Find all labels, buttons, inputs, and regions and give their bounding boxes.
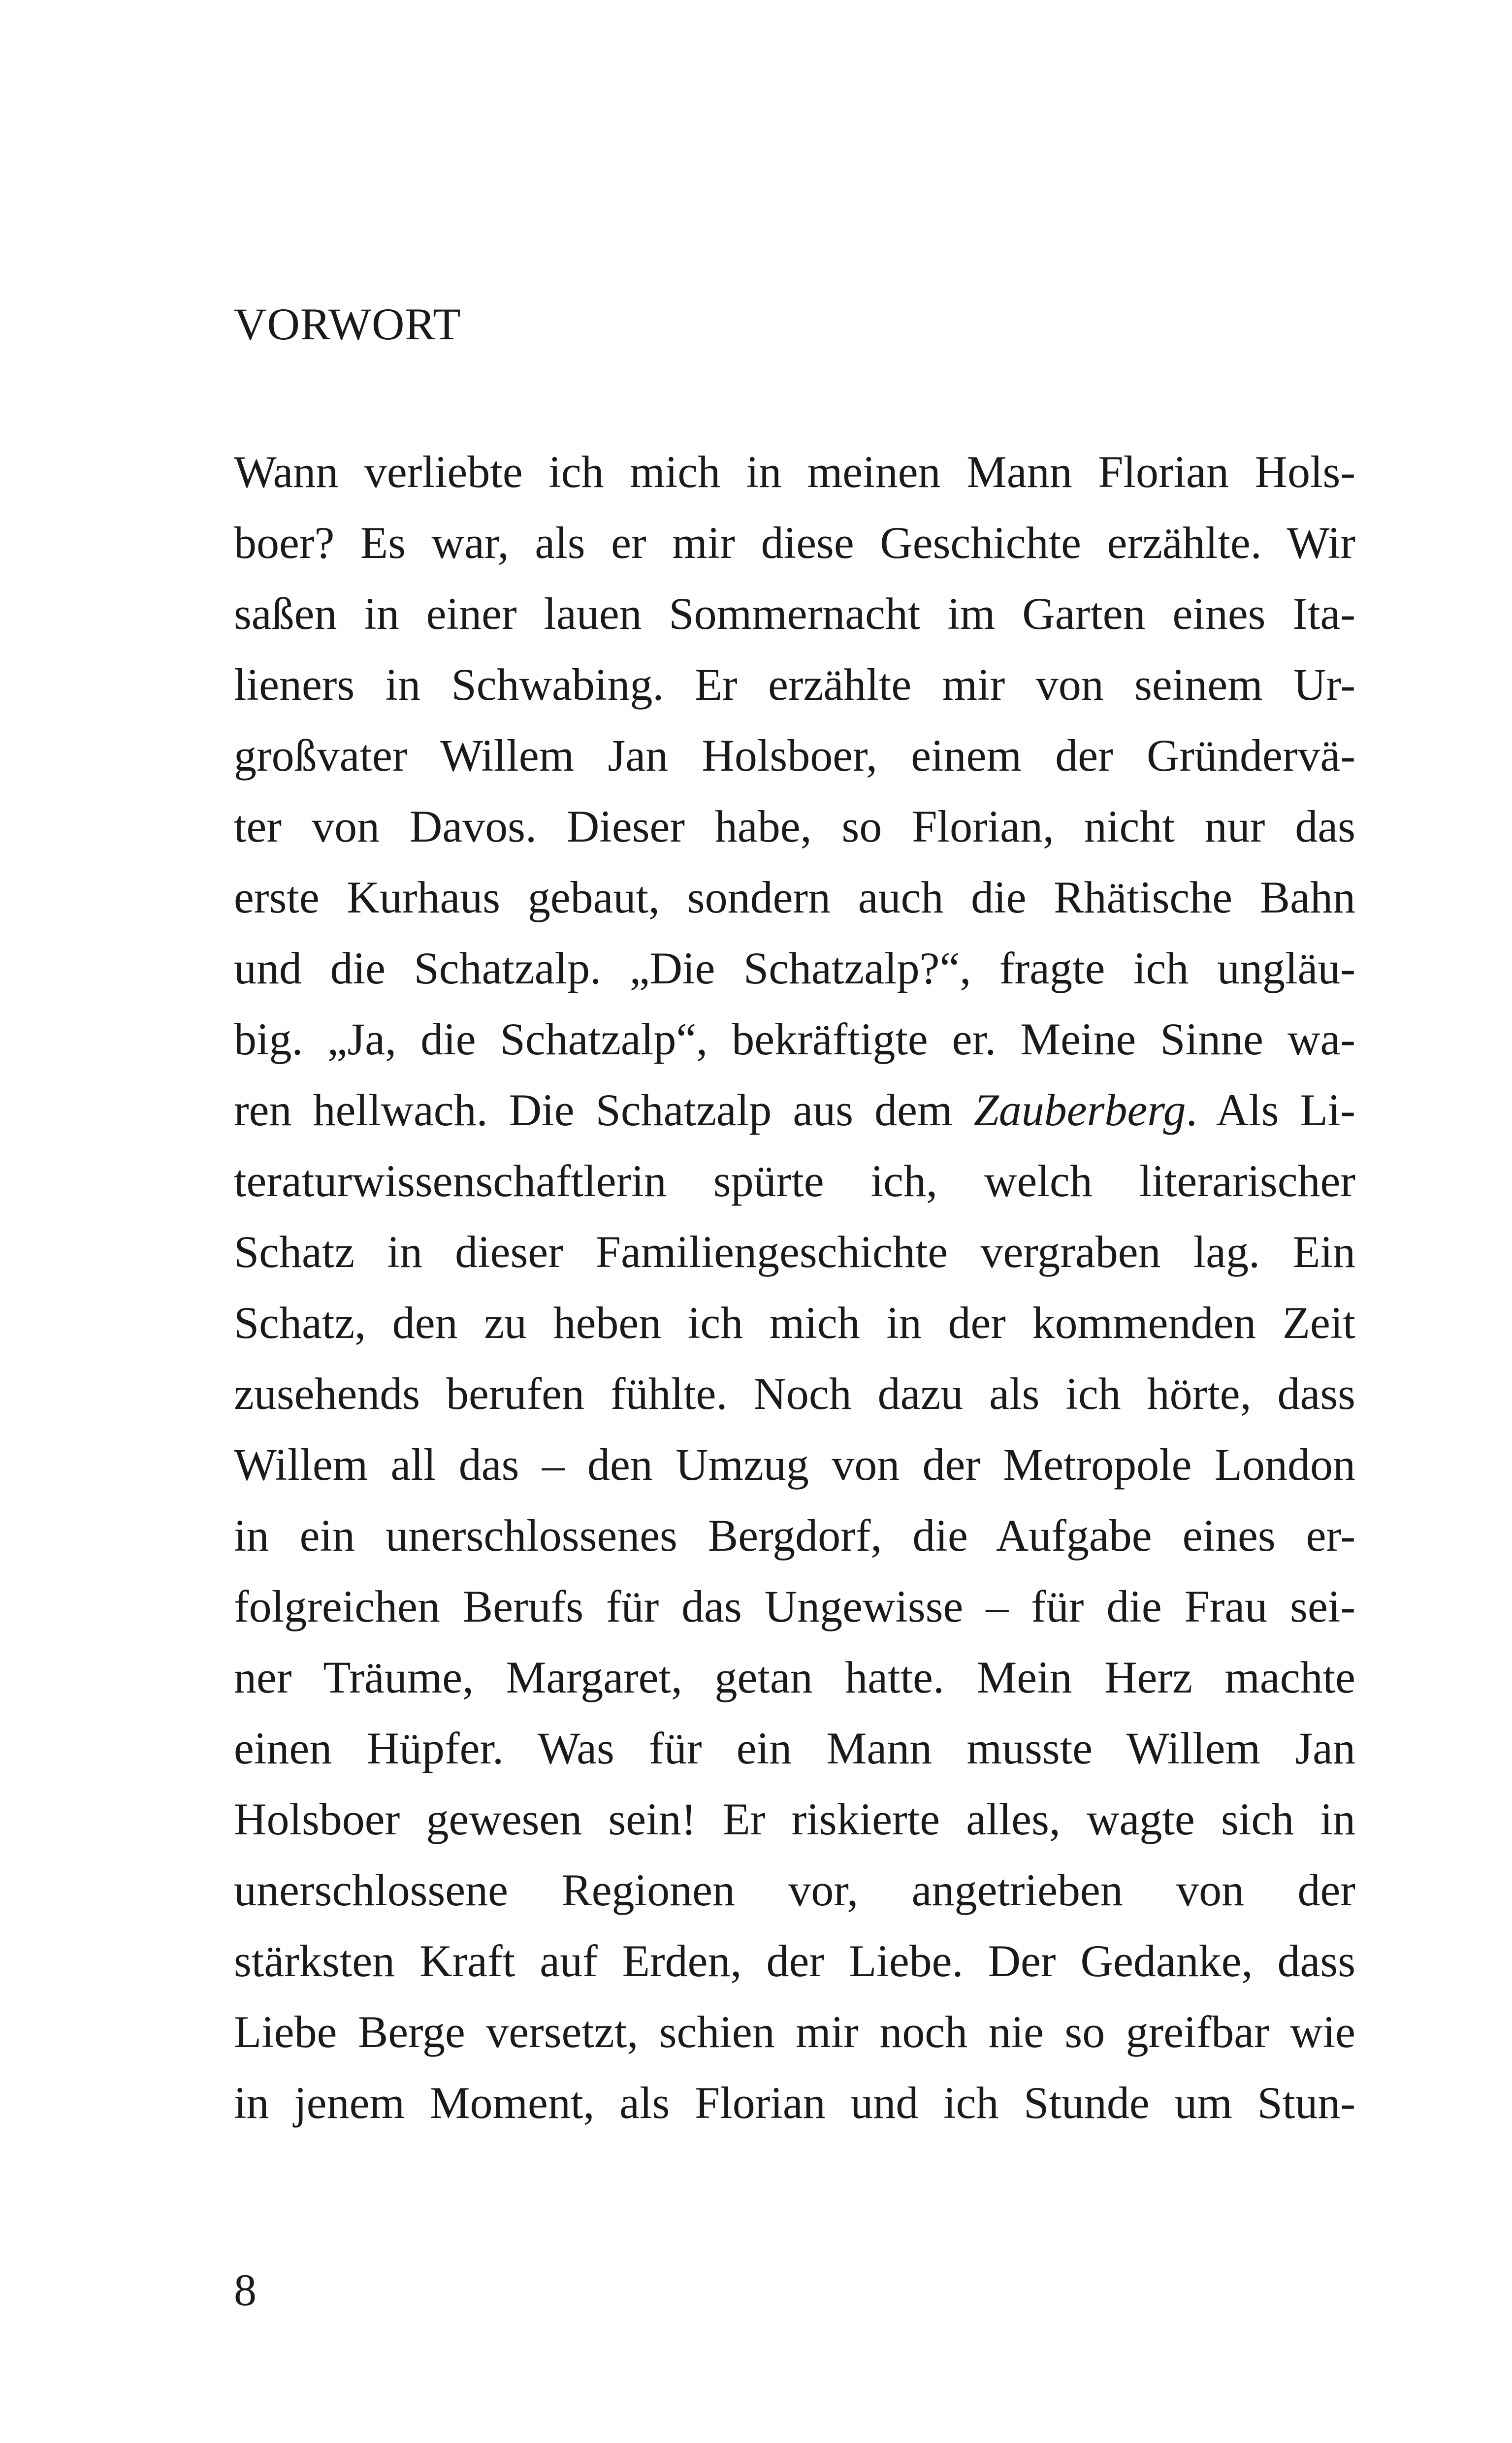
text-line: Wann verliebte ich mich in meinen Mann Florian Hols-: [234, 447, 1355, 497]
text-line: Liebe Berge versetzt, schien mir noch nie so greifbar wie: [234, 2007, 1355, 2057]
text-line: großvater Willem Jan Holsboer, einem der Gründervä-: [234, 730, 1355, 781]
text-line: folgreichen Berufs für das Ungewisse – für die Frau sei-: [234, 1581, 1355, 1631]
text-line: saßen in einer lauen Sommernacht im Garten eines Ita-: [234, 588, 1355, 639]
body-paragraph: [234, 436, 1355, 2138]
text-line: in jenem Moment, als Florian und ich Stunde um Stun-: [234, 2078, 1355, 2128]
text-line: Schatz in dieser Familiengeschichte vergraben lag. Ein: [234, 1227, 1355, 1277]
text-line-with-italic-title: [234, 1075, 1355, 1145]
text-line: Willem all das – den Umzug von der Metropole London: [234, 1439, 1355, 1490]
text-line: unerschlossene Regionen vor, angetrieben von der: [234, 1865, 1355, 1915]
text-line: einen Hüpfer. Was für ein Mann musste Willem Jan: [234, 1723, 1355, 1773]
text-line: erste Kurhaus gebaut, sondern auch die Rhätische Bahn: [234, 872, 1355, 922]
text-line: Schatz, den zu heben ich mich in der kommenden Zeit: [234, 1298, 1355, 1348]
text-segment: . Als Li-: [1186, 1085, 1355, 1135]
chapter-heading: VORWORT: [234, 299, 461, 349]
text-line: teraturwissenschaftlerin spürte ich, welch literarischer: [234, 1156, 1355, 1206]
text-line: zusehends berufen fühlte. Noch dazu als ich hörte, dass: [234, 1368, 1355, 1419]
text-line: ner Träume, Margaret, getan hatte. Mein Herz machte: [234, 1652, 1355, 1702]
text-line: und die Schatzalp. „Die Schatzalp?“, fragte ich ungläu-: [234, 943, 1355, 993]
text-line: stärksten Kraft auf Erden, der Liebe. Der Gedanke, dass: [234, 1936, 1355, 1986]
text-line: Holsboer gewesen sein! Er riskierte alles, wagte sich in: [234, 1794, 1355, 1844]
book-title-italic: Zauberberg: [973, 1085, 1186, 1135]
text-line: lieners in Schwabing. Er erzählte mir von seinem Ur-: [234, 659, 1355, 710]
text-line: big. „Ja, die Schatzalp“, bekräftigte er. Meine Sinne wa-: [234, 1014, 1355, 1064]
text-line: boer? Es war, als er mir diese Geschichte erzählte. Wir: [234, 518, 1355, 568]
page-number: 8: [234, 2265, 257, 2315]
text-line: ter von Davos. Dieser habe, so Florian, nicht nur das: [234, 801, 1355, 851]
text-segment: ren hellwach. Die Schatzalp aus dem: [234, 1085, 974, 1135]
text-line: in ein unerschlossenes Bergdorf, die Aufgabe eines er-: [234, 1510, 1355, 1561]
